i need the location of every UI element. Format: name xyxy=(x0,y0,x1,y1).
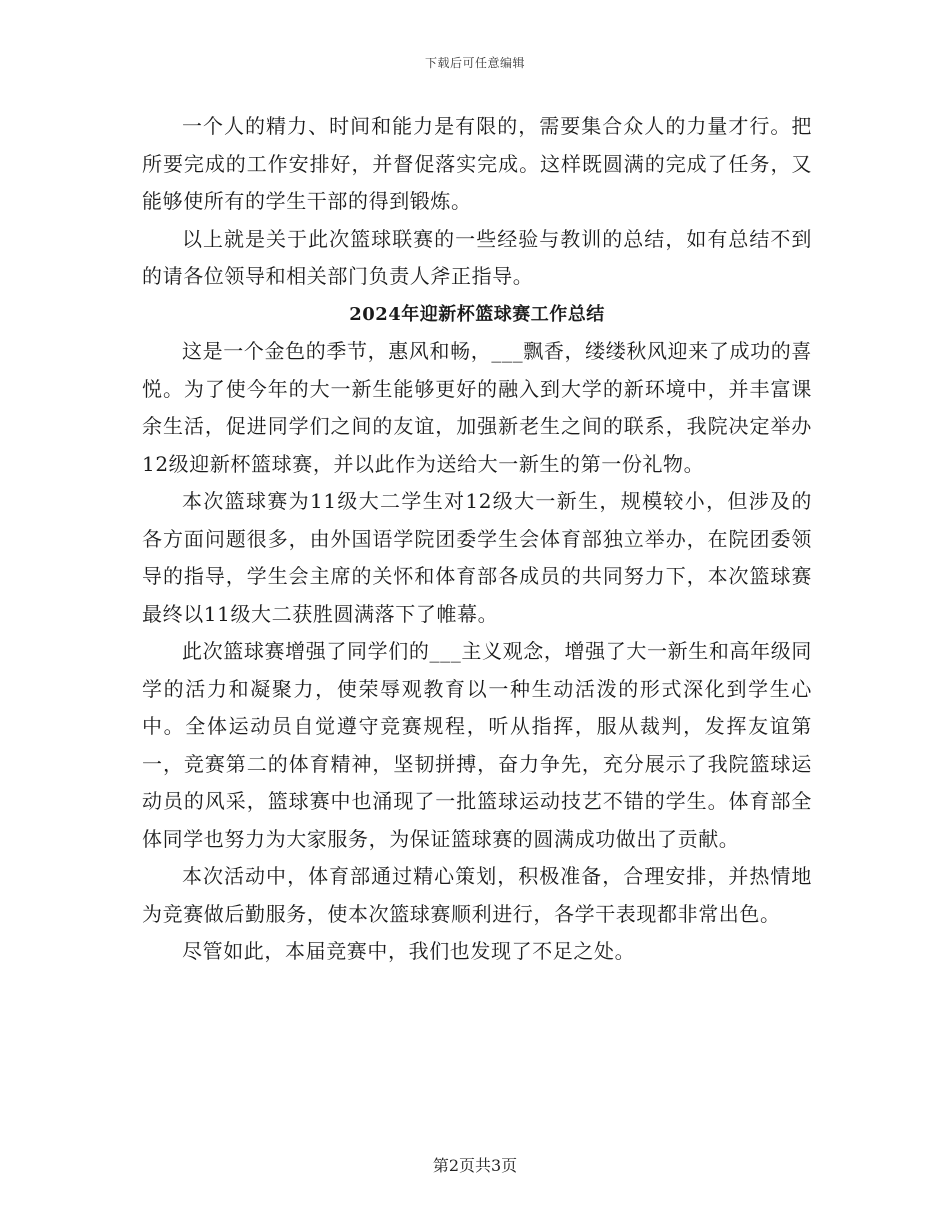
paragraph-overview: 本次篮球赛为11级大二学生对12级大一新生，规模较小，但涉及的各方面问题很多，由外国语学院团委学生会体育部独立举办，在院团委领导的指导，学生会主席的关怀和体育部各成员的共同努力下，本次篮球赛最终以11级大二获胜圆满落下了帷幕。 xyxy=(142,489,812,626)
section-title: 2024年迎新杯篮球赛工作总结 xyxy=(349,303,605,325)
paragraph-closing: 以上就是关于此次篮球联赛的一些经验与教训的总结，如有总结不到的请各位领导和相关部门负责人斧正指导。 xyxy=(142,226,812,288)
paragraph-organization: 本次活动中，体育部通过精心策划，积极准备，合理安排，并热情地为竞赛做后勤服务，使本次篮球赛顺利进行，各学干表现都非常出色。 xyxy=(142,864,812,926)
page-footer: 第2页共3页 xyxy=(432,1156,518,1175)
paragraph-intro: 这是一个金色的季节，惠风和畅，___飘香，缕缕秋风迎来了成功的喜悦。为了使今年的大一新生能够更好的融入到大学的新环境中，并丰富课余生活，促进同学们之间的友谊，加强新老生之间的联系，我院决定举办12级迎新杯篮球赛，并以此作为送给大一新生的第一份礼物。 xyxy=(142,339,812,476)
page-header: 下载后可任意编辑 xyxy=(424,56,525,70)
paragraph-teamwork: 一个人的精力、时间和能力是有限的，需要集合众人的力量才行。把所要完成的工作安排好，并督促落实完成。这样既圆满的完成了任务，又能够使所有的学生干部的得到锻炼。 xyxy=(142,114,812,213)
paragraph-significance: 此次篮球赛增强了同学们的___主义观念，增强了大一新生和高年级同学的活力和凝聚力，使荣辱观教育以一种生动活泼的形式深化到学生心中。全体运动员自觉遵守竞赛规程，听从指挥，服从裁判，发挥友谊第一，竞赛第二的体育精神，坚韧拼搏，奋力争先，充分展示了我院篮球运动员的风采，篮球赛中也涌现了一批篮球运动技艺不错的学生。体育部全体同学也努力为大家服务，为保证篮球赛的圆满成功做出了贡献。 xyxy=(142,639,812,851)
document-body xyxy=(142,108,812,971)
paragraph-shortcomings: 尽管如此，本届竞赛中，我们也发现了不足之处。 xyxy=(182,939,636,963)
